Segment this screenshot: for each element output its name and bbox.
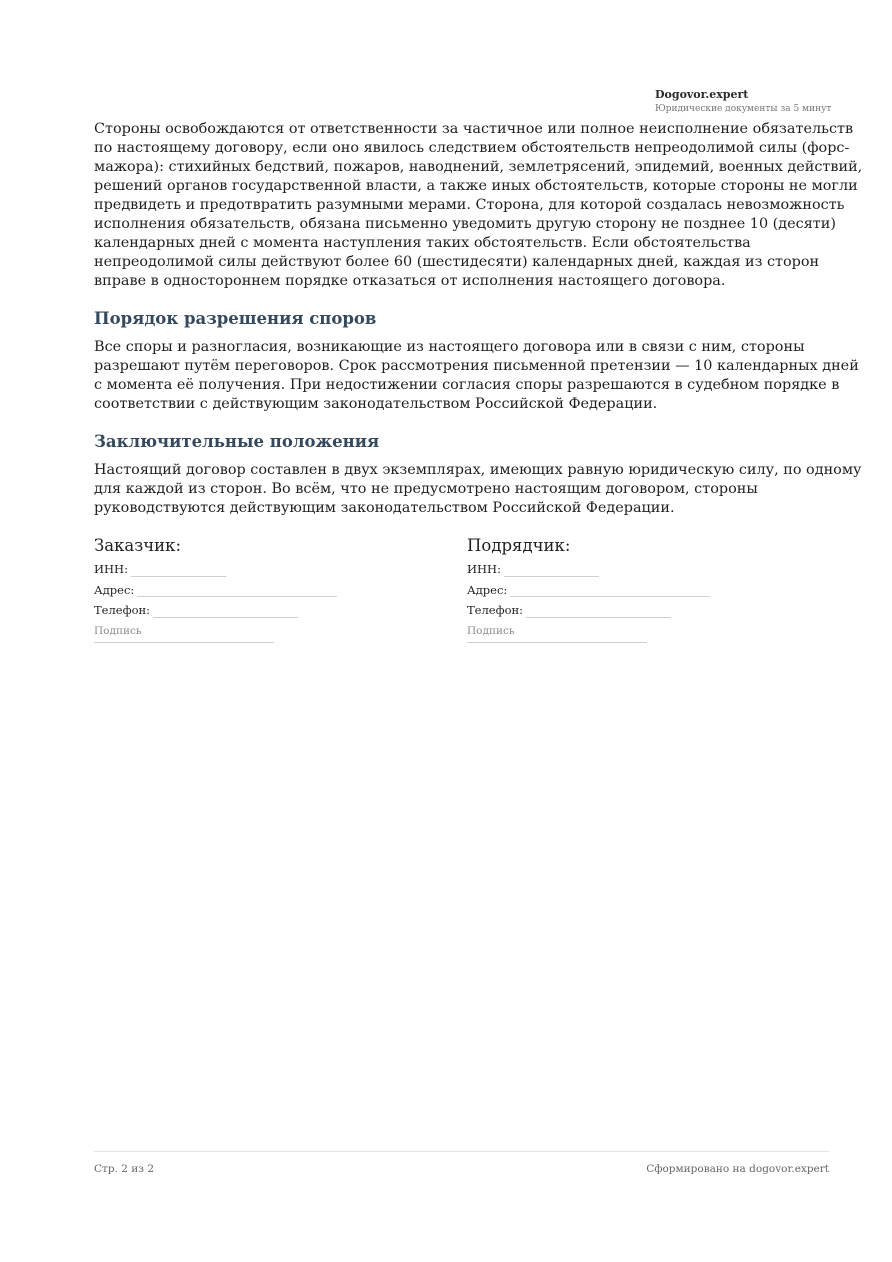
customer-phone-field (94, 600, 454, 621)
footer-divider (94, 1151, 829, 1152)
final-provisions-heading: Заключительные положения (94, 432, 380, 451)
contractor-phone-line (526, 603, 671, 618)
customer-inn-label: ИНН: (94, 562, 128, 576)
final-provisions-paragraph: Настоящий договор составлен в двух экземплярах, имеющих равную юридическую силу, по одному для каждой из сторон. Во всём, что не предусмотрено настоящим договором, стороны руководствуются действующим законодательством Российской Федерации. (94, 462, 862, 516)
contractor-inn-field (467, 559, 827, 580)
signature-block (94, 535, 870, 655)
document-body (94, 120, 870, 518)
contractor-phone-field (467, 600, 827, 621)
footer-generated-by: Сформировано на dogovor.expert (646, 1163, 829, 1175)
customer-address-field (94, 580, 454, 601)
brand-name: Dogovor.expert (655, 88, 749, 101)
customer-address-line (137, 582, 337, 597)
customer-title: Заказчик: (94, 536, 182, 555)
customer-phone-label: Телефон: (94, 603, 151, 617)
contractor-signature-label: Подпись (467, 624, 515, 637)
brand-tagline: Юридические документы за 5 минут (655, 104, 832, 114)
contractor-signature-line (467, 642, 647, 643)
customer-phone-line (153, 603, 298, 618)
contractor-inn-label: ИНН: (467, 562, 501, 576)
customer-inn-field (94, 559, 454, 580)
customer-signature-label: Подпись (94, 624, 142, 637)
brand-header (655, 88, 865, 116)
contractor-inn-line (504, 562, 599, 577)
contractor-title: Подрядчик: (467, 536, 571, 555)
force-majeure-paragraph: Стороны освобождаются от ответственности за частичное или полное неисполнение обязательств по настоящему договору, если оно явилось следствием обстоятельств непреодолимой силы (форс-мажора): стихийных бедствий, пожаров, наводнений, землетрясений, эпидемий, военных действий, решений органов государственной власти, а также иных обстоятельств, которые стороны не могли предвидеть и предотвратить разумными мерами. Сторона, для которой создалась невозможность исполнения обязательств, обязана письменно уведомить другую сторону не позднее 10 (десяти) календарных дней с момента наступления таких обстоятельств. Если обстоятельства непреодолимой силы действуют более 60 (шестидесяти) календарных дней, каждая из сторон вправе в одностороннем порядке отказаться от исполнения настоящего договора. (94, 121, 863, 289)
customer-inn-line (131, 562, 226, 577)
customer-address-label: Адрес: (94, 582, 135, 597)
contractor-block (467, 535, 827, 643)
customer-signature-line (94, 642, 274, 643)
contractor-address-line (510, 582, 710, 597)
disputes-heading: Порядок разрешения споров (94, 309, 377, 328)
contractor-address-label: Адрес: (467, 582, 508, 597)
customer-block (94, 535, 454, 643)
page-number: Стр. 2 из 2 (94, 1163, 155, 1175)
disputes-paragraph: Все споры и разногласия, возникающие из настоящего договора или в связи с ним, стороны разрешают путём переговоров. Срок рассмотрения письменной претензии — 10 календарных дней с момента её получения. При недостижении согласия споры разрешаются в судебном порядке в соответствии с действующим законодательством Российской Федерации. (94, 339, 859, 412)
contractor-address-field (467, 580, 827, 601)
contractor-phone-label: Телефон: (467, 603, 524, 617)
